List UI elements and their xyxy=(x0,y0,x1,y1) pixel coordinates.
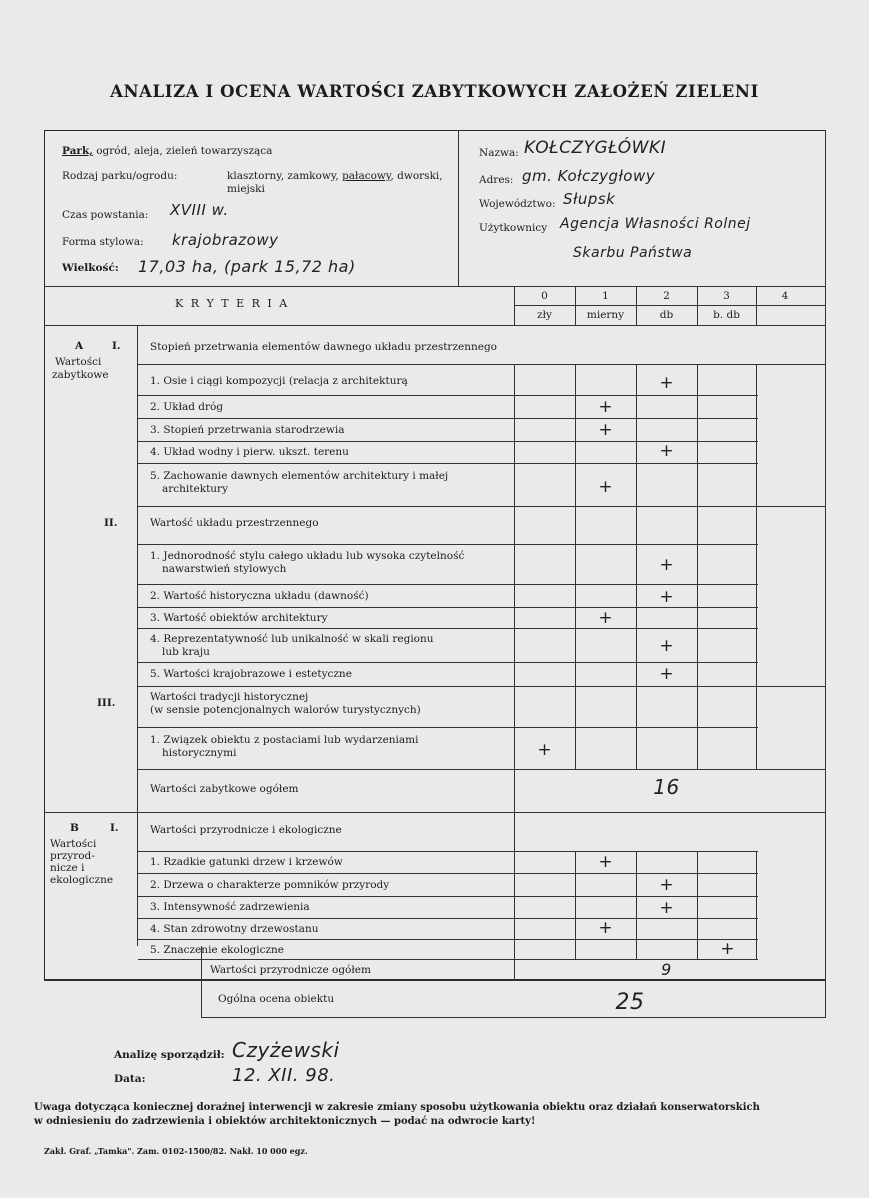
style-value: krajobrazowy xyxy=(172,231,279,249)
group-1-title: Stopień przetrwania elementów dawnego układu przestrzennego xyxy=(150,341,497,353)
mark-b-4: + xyxy=(598,918,613,938)
column-line xyxy=(697,287,698,325)
park-kind-option: , dworski, xyxy=(390,170,443,182)
criterion-a2-2: 2. Wartość historyczna układu (dawność) xyxy=(150,590,369,602)
total-b-value: 9 xyxy=(661,960,672,979)
group-2-title: Wartość układu przestrzennego xyxy=(150,517,319,529)
row-line xyxy=(138,628,758,629)
score-header-divider xyxy=(514,305,826,306)
size-value: 17,03 ha, (park 15,72 ha) xyxy=(138,257,356,276)
users-label: Użytkownicy xyxy=(479,222,548,234)
group-3-title-line1: Wartości tradycji historycznej xyxy=(150,691,309,703)
voivodeship-label: Województwo: xyxy=(479,198,556,210)
section-b-name-line2: przyrod- xyxy=(50,850,95,862)
mark-a2-1: + xyxy=(659,555,674,575)
row-line xyxy=(138,463,758,464)
park-kind-selected: pałacowy xyxy=(342,170,391,182)
date2-label: Data: xyxy=(114,1073,146,1085)
overall-value: 25 xyxy=(615,990,645,1015)
criterion-a2-1-line1: 1. Jednorodność stylu całego układu lub wysoka czytelność xyxy=(150,550,465,562)
park-kind-options xyxy=(227,170,443,182)
analysis-signature: Czyżewski xyxy=(232,1038,340,1062)
row-line xyxy=(44,980,826,981)
column-line xyxy=(756,364,757,769)
note-line1: Uwaga dotycząca koniecznej doraźnej interwencji w zakresie zmiany sposobu użytkowania obiektu oraz działań konserwatorskich xyxy=(34,1102,760,1113)
column-line xyxy=(636,364,637,769)
mark-a1-4: + xyxy=(659,441,674,461)
criterion-a2-1-line2: nawarstwień stylowych xyxy=(162,563,287,575)
column-line xyxy=(756,851,757,959)
score-2-label: db xyxy=(659,309,674,321)
section-a-group3-roman: III. xyxy=(97,697,116,709)
column-line xyxy=(514,364,515,980)
row-line xyxy=(138,607,758,608)
criterion-a3-1-line1: 1. Związek obiektu z postaciami lub wydarzeniami xyxy=(150,734,419,746)
mark-b-3: + xyxy=(659,898,674,918)
voivodeship-value: Słupsk xyxy=(563,190,616,208)
criterion-a2-3: 3. Wartość obiektów architektury xyxy=(150,612,328,624)
criterion-a1-2: 2. Układ dróg xyxy=(150,401,224,413)
criterion-a1-5-line1: 5. Zachowanie dawnych elementów architektury i małej xyxy=(150,470,449,482)
criterion-b-3: 3. Intensywność zadrzewienia xyxy=(150,901,310,913)
mark-a1-1: + xyxy=(659,373,674,393)
row-line xyxy=(138,918,758,919)
overall-left xyxy=(201,980,202,1017)
row-line xyxy=(138,584,758,585)
total-b-label: Wartości przyrodnicze ogółem xyxy=(210,964,371,976)
info-bottom-border xyxy=(44,286,826,287)
mark-a1-3: + xyxy=(598,420,613,440)
info-divider xyxy=(458,131,459,286)
criterion-b-1: 1. Rzadkie gatunki drzew i krzewów xyxy=(150,856,343,868)
users-value-line2: Skarbu Państwa xyxy=(573,245,693,261)
overall-bottom xyxy=(201,1017,826,1018)
group-3-title-line2: (w sensie potencjonalnych walorów turystycznych) xyxy=(150,704,421,716)
column-line xyxy=(697,364,698,769)
total-a-value: 16 xyxy=(653,775,680,799)
criterion-b-2: 2. Drzewa o charakterze pomników przyrody xyxy=(150,879,390,891)
column-line xyxy=(697,851,698,959)
row-line xyxy=(138,364,826,365)
criterion-a2-4-line1: 4. Reprezentatywność lub unikalność w skali regionu xyxy=(150,633,434,645)
section-b-letter: B xyxy=(70,822,79,834)
column-line xyxy=(756,287,757,325)
row-line xyxy=(138,873,758,874)
object-type-selected: Park, xyxy=(62,145,93,157)
mark-a1-2: + xyxy=(598,397,613,417)
row-line xyxy=(138,686,826,687)
criterion-a1-3: 3. Stopień przetrwania starodrzewia xyxy=(150,424,345,436)
page-title: ANALIZA I OCENA WARTOŚCI ZABYTKOWYCH ZAŁOŻEŃ ZIELENI xyxy=(110,82,759,101)
mark-b-1: + xyxy=(598,852,613,872)
criterion-a1-1: 1. Osie i ciągi kompozycji (relacja z architekturą xyxy=(150,375,408,387)
score-1-label: mierny xyxy=(586,309,625,321)
row-line xyxy=(138,727,758,728)
name-label: Nazwa: xyxy=(479,147,519,159)
section-a-name-line1: Wartości xyxy=(55,356,102,368)
row-line xyxy=(44,812,826,813)
score-3-number: 3 xyxy=(723,290,730,302)
score-0-label: zły xyxy=(537,309,552,321)
criterion-b-5: 5. Znaczenie ekologiczne xyxy=(150,944,285,956)
criterion-a3-1-line2: historycznymi xyxy=(162,747,237,759)
criterion-a2-4-line2: lub kraju xyxy=(162,646,210,658)
section-b-roman: I. xyxy=(110,822,119,834)
park-kind-option-urban: miejski xyxy=(227,183,265,195)
column-line xyxy=(575,287,576,325)
row-line xyxy=(138,851,758,852)
name-value: KOŁCZYGŁÓWKI xyxy=(524,138,667,158)
park-kind-label: Rodzaj parku/ogrodu: xyxy=(62,170,178,182)
date2-value: 12. XII. 98. xyxy=(232,1065,336,1086)
column-line xyxy=(575,364,576,769)
score-2-number: 2 xyxy=(663,290,670,302)
sheet-right-border xyxy=(825,131,826,1018)
criterion-b-4: 4. Stan zdrowotny drzewostanu xyxy=(150,923,319,935)
score-4-number: 4 xyxy=(781,290,789,302)
date-value: XVIII w. xyxy=(170,201,229,219)
style-label: Forma stylowa: xyxy=(62,236,144,248)
criterion-a2-5: 5. Wartości krajobrazowe i estetyczne xyxy=(150,668,352,680)
row-line xyxy=(138,418,758,419)
mark-a2-3: + xyxy=(598,608,613,628)
print-info: Zakł. Graf. „Tamka". Zam. 0102-1500/82. Nakł. 10 000 egz. xyxy=(44,1146,308,1156)
row-line xyxy=(138,544,758,545)
section-a-name-line2: zabytkowe xyxy=(52,369,109,381)
section-b-name-line4: ekologiczne xyxy=(50,874,114,886)
mark-a2-5: + xyxy=(659,664,674,684)
date-label: Czas powstania: xyxy=(62,209,149,221)
park-kind-option: klasztorny, zamkowy, xyxy=(227,170,343,182)
mark-a2-4: + xyxy=(659,636,674,656)
note-line2: w odniesieniu do zadrzewienia i obiektów architektonicznych — podać na odwrocie karty! xyxy=(34,1116,536,1127)
criterion-a1-4: 4. Układ wodny i pierw. ukszt. terenu xyxy=(150,446,349,458)
group-b-title: Wartości przyrodnicze i ekologiczne xyxy=(150,824,342,836)
row-line xyxy=(138,939,758,940)
mark-a3-1: + xyxy=(537,740,552,760)
section-column-divider xyxy=(137,326,138,946)
mark-a2-2: + xyxy=(659,587,674,607)
overall-label: Ogólna ocena obiektu xyxy=(218,993,335,1005)
criteria-header: K R Y T E R I A xyxy=(175,297,290,310)
section-b-name-line1: Wartości xyxy=(50,838,97,850)
column-line xyxy=(636,851,637,959)
row-line xyxy=(138,395,758,396)
size-label: Wielkość: xyxy=(62,262,119,274)
row-line xyxy=(138,769,826,770)
score-3-label: b. db xyxy=(713,309,740,321)
row-line xyxy=(138,896,758,897)
row-line xyxy=(138,506,826,507)
object-type-line xyxy=(62,145,272,157)
criteria-header-bottom xyxy=(44,325,826,326)
section-b-name-line3: nicze i xyxy=(50,862,85,874)
score-1-number: 1 xyxy=(602,290,609,302)
total-a-label: Wartości zabytkowe ogółem xyxy=(150,783,299,795)
criterion-a1-5-line2: architektury xyxy=(162,483,229,495)
section-a-group2-roman: II. xyxy=(104,517,118,529)
column-line xyxy=(575,851,576,959)
address-label: Adres: xyxy=(479,174,514,186)
address-value: gm. Kołczygłowy xyxy=(522,167,656,185)
column-line xyxy=(636,287,637,325)
score-0-number: 0 xyxy=(541,290,548,302)
section-a-letter: A xyxy=(75,340,84,352)
mark-b-2: + xyxy=(659,875,674,895)
mark-b-5: + xyxy=(720,939,735,959)
users-value-line1: Agencja Własności Rolnej xyxy=(560,216,751,232)
column-line xyxy=(514,287,515,325)
section-a-roman: I. xyxy=(112,340,121,352)
row-line xyxy=(138,662,758,663)
mark-a1-5: + xyxy=(598,477,613,497)
object-type-options: ogród, aleja, zieleń towarzysząca xyxy=(92,145,273,157)
analysis-label: Analizę sporządził: xyxy=(114,1049,225,1061)
